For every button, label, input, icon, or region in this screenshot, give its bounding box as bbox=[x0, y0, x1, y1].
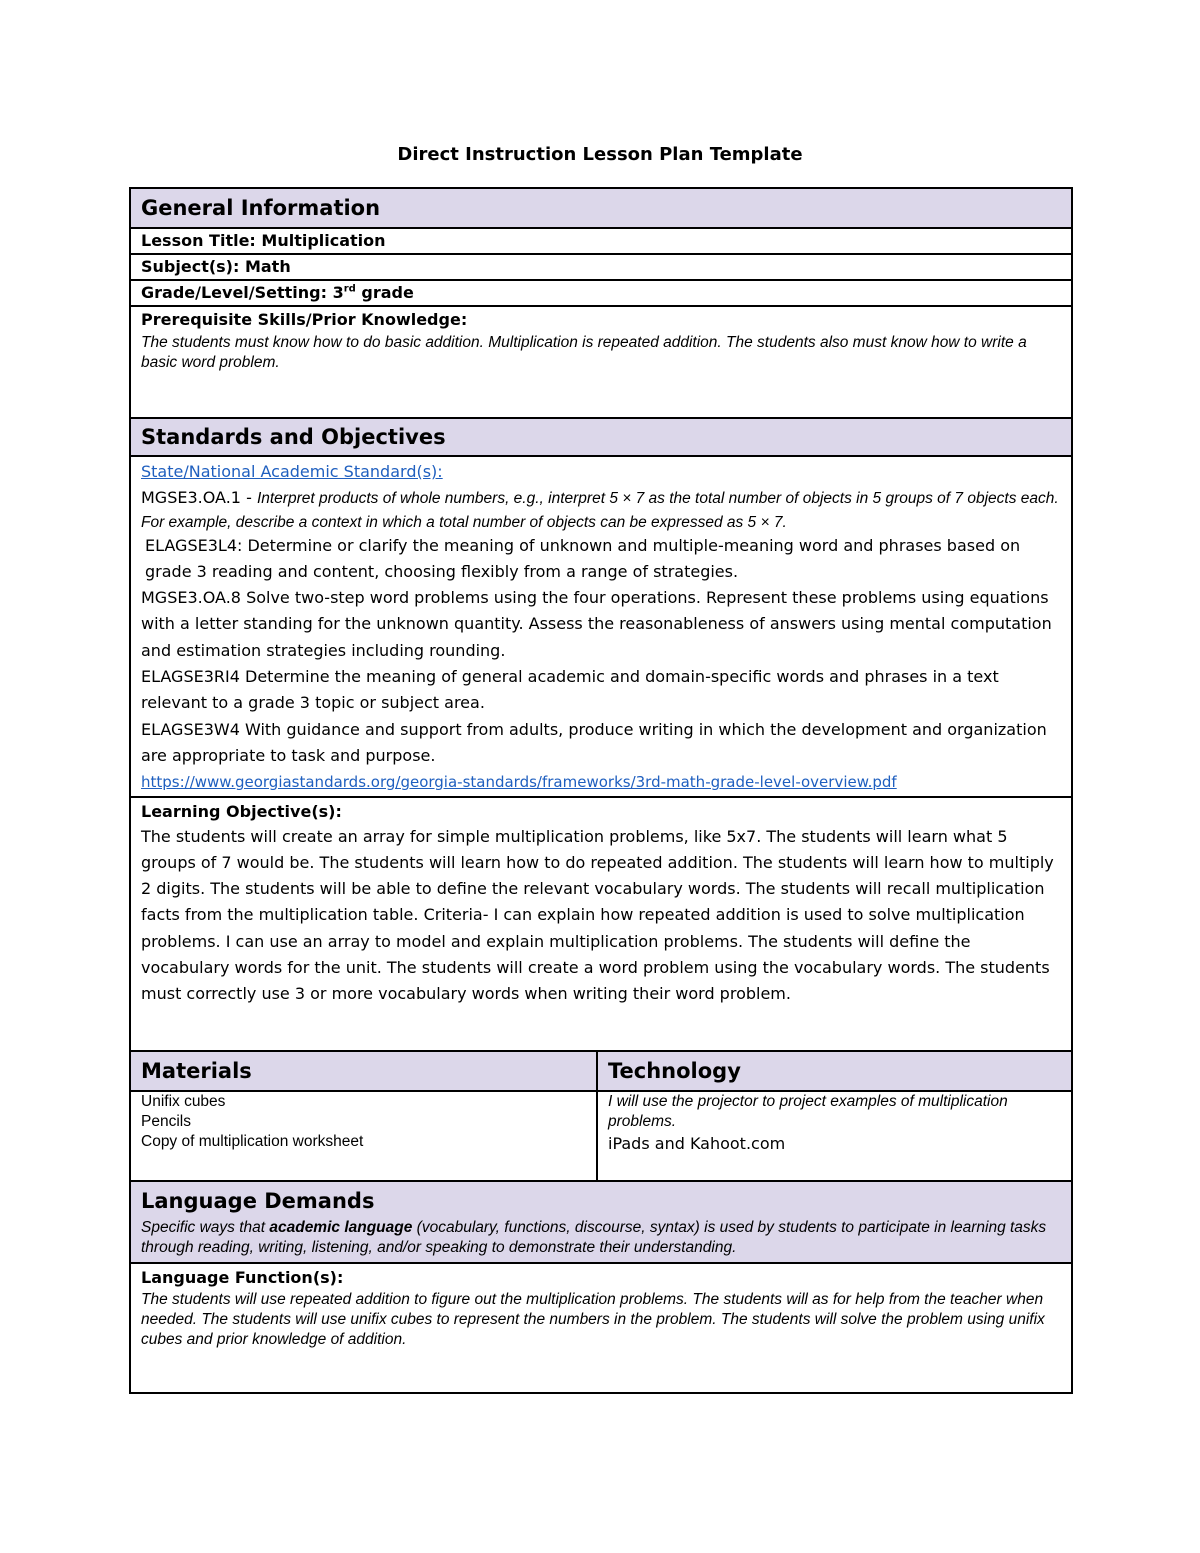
materials-header: Materials bbox=[130, 1051, 597, 1091]
materials-item: Copy of multiplication worksheet bbox=[141, 1132, 364, 1150]
learning-objectives-text: The students will create an array for simple multiplication problems, like 5x7. The students will learn what 5 groups of 7 would be. The students will learn how to do repeated addition. The students will learn how to multiply 2 digits. The students will be able to define the relevant vocabulary words. The students will recall multiplication facts from the multiplication table. Criteria- I can explain how repeated addition is used to solve multiplication problems. I can use an array to model and explain multiplication problems. The students will define the vocabulary words for the unit. The students will create a word problem using the vocabulary words. The students must correctly use 3 or more vocabulary words when writing their word problem. bbox=[141, 826, 1054, 1004]
standards-objectives-header: Standards and Objectives bbox=[130, 418, 1072, 456]
technology-ipads-text: iPads and Kahoot.com bbox=[608, 1133, 786, 1153]
general-information-header: General Information bbox=[130, 188, 1072, 228]
prerequisite-cell bbox=[130, 306, 1072, 418]
standards-url-link[interactable]: https://www.georgiastandards.org/georgia-standards/frameworks/3rd-math-grade-level-overview.pdf bbox=[141, 773, 897, 792]
learning-objectives-cell bbox=[130, 797, 1072, 1051]
grade-prefix: Grade/Level/Setting: 3 bbox=[141, 283, 344, 302]
technology-cell bbox=[597, 1091, 1072, 1181]
language-function-text: The students will use repeated addition to figure out the multiplication problems. The students will as for help from the teacher when needed. The students will use unifix cubes to represent the numbers in the problem. The students will solve the problem using unifix cubes and prior knowledge of addition. bbox=[141, 1290, 1045, 1348]
language-function-cell bbox=[130, 1263, 1072, 1393]
grade-superscript: rd bbox=[343, 283, 356, 295]
mgse-oa1-text: Interpret products of whole numbers, e.g., interpret 5 × 7 as the total number of objects in 5 groups of 7 objects each. For example, describe a context in which a total number of objects can be expressed as 5 × 7. bbox=[141, 490, 1059, 531]
standard-mgse3-oa8: MGSE3.OA.8 Solve two-step word problems using the four operations. Represent these problems using equations with a letter standing for the unknown quantity. Assess the reasonableness of answers using mental computation and estimation strategies including rounding. bbox=[141, 588, 1052, 660]
prerequisite-label: Prerequisite Skills/Prior Knowledge: bbox=[141, 310, 468, 329]
standard-elagse3ri4: ELAGSE3RI4 Determine the meaning of general academic and domain-specific words and phrases in a text relevant to a grade 3 topic or subject area. bbox=[141, 667, 999, 713]
lesson-title-row: Lesson Title: Multiplication bbox=[130, 228, 1072, 254]
language-function-label: Language Function(s): bbox=[141, 1267, 344, 1287]
lesson-plan-table bbox=[129, 187, 1073, 1394]
language-demands-cell bbox=[130, 1181, 1072, 1263]
prerequisite-text: The students must know how to do basic addition. Multiplication is repeated addition. The students also must know how to write a basic word problem. bbox=[141, 334, 1027, 371]
standards-cell bbox=[130, 456, 1072, 797]
learning-objectives-label: Learning Objective(s): bbox=[141, 801, 342, 821]
technology-projector-text: I will use the projector to project examples of multiplication problems. bbox=[608, 1092, 1008, 1130]
technology-header: Technology bbox=[597, 1051, 1072, 1091]
standard-mgse3-oa1: MGSE3.OA.1 - Interpret products of whole numbers, e.g., interpret 5 × 7 as the total number of objects in 5 groups of 7 objects each. For example, describe a context in which a total number of objects can be expressed as 5 × 7. bbox=[141, 488, 1059, 531]
materials-cell bbox=[130, 1091, 597, 1181]
mgse-oa1-code: MGSE3.OA.1 bbox=[141, 488, 241, 508]
language-demands-desc: Specific ways that academic language (vocabulary, functions, discourse, syntax) is used by students to participate in learning tasks through reading, writing, listening, and/or speaking to demonstrate their understanding. bbox=[141, 1218, 1047, 1256]
language-demands-header: Language Demands bbox=[141, 1188, 375, 1213]
page-title: Direct Instruction Lesson Plan Template bbox=[397, 144, 803, 165]
grade-suffix: grade bbox=[355, 283, 414, 302]
standards-link-label[interactable]: State/National Academic Standard(s): bbox=[141, 462, 443, 481]
subjects-row: Subject(s): Math bbox=[130, 254, 1072, 280]
materials-item: Pencils bbox=[141, 1112, 191, 1130]
standard-elagse3w4: ELAGSE3W4 With guidance and support from adults, produce writing in which the development and organization are appropriate to task and purpose. bbox=[141, 719, 1047, 765]
materials-item: Unifix cubes bbox=[141, 1092, 226, 1110]
grade-level-row bbox=[130, 280, 1072, 306]
standard-elagse3l4: ELAGSE3L4: Determine or clarify the meaning of unknown and multiple-meaning word and phrases based on grade 3 reading and content, choosing flexibly from a range of strategies. bbox=[145, 535, 1021, 581]
